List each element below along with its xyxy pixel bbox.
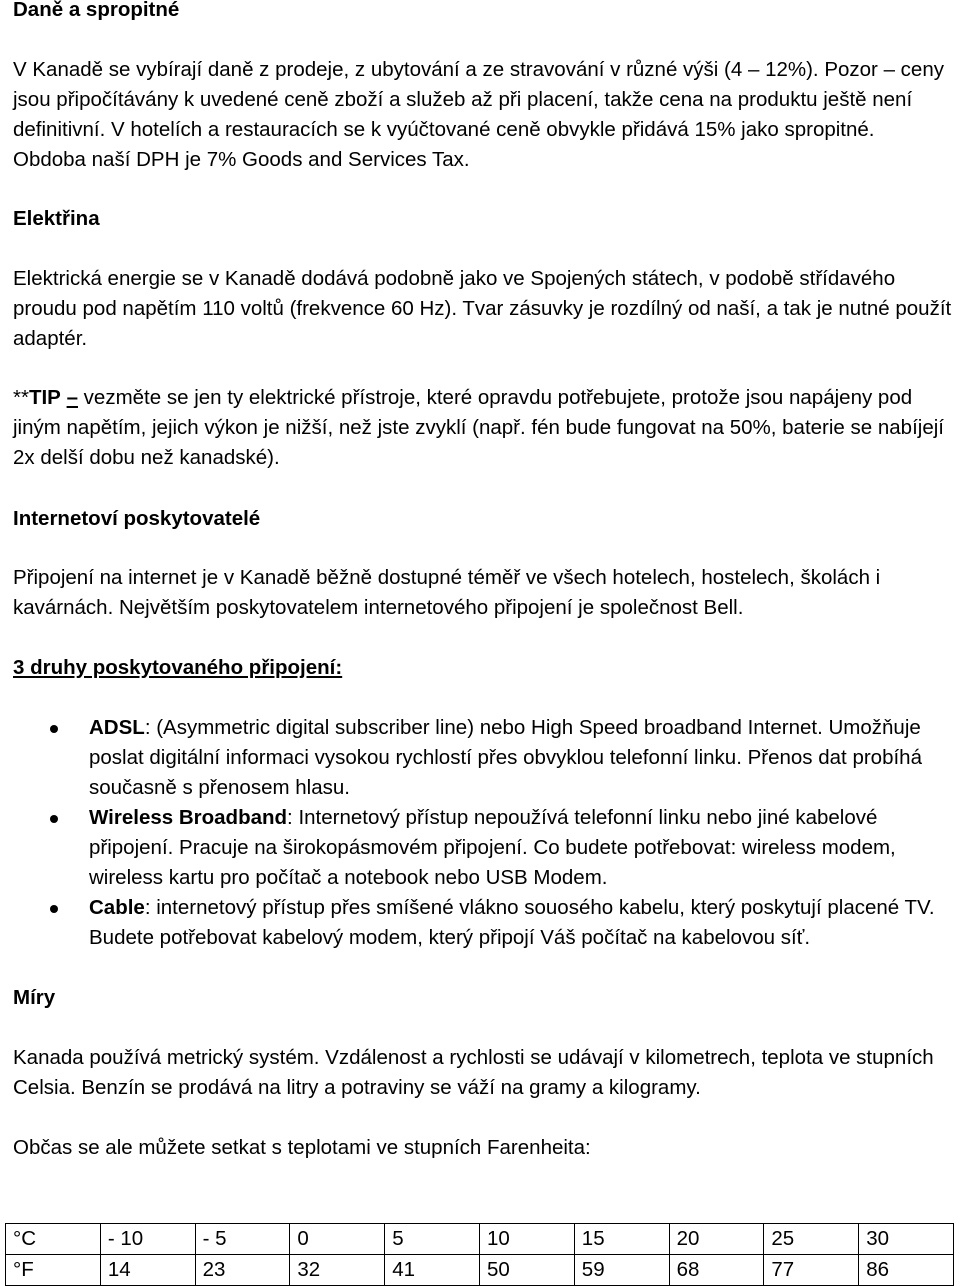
table-cell: °F	[6, 1255, 101, 1286]
table-cell: 41	[385, 1255, 480, 1286]
heading-internet: Internetoví poskytovatelé	[13, 507, 261, 530]
connection-types-list	[13, 713, 953, 983]
table-cell: - 10	[100, 1224, 195, 1255]
bullet-icon	[50, 905, 58, 913]
list-item-text: : internetový přístup přes smíšené vlákno souosého kabelu, který poskytují placené TV. Budete potřebovat kabelový modem, který připojí Váš počítač na kabelovou síť.	[89, 896, 935, 949]
table-cell: 5	[385, 1224, 480, 1255]
table-cell: °C	[6, 1224, 101, 1255]
table-cell: 86	[859, 1255, 954, 1286]
heading-tax: Daně a spropitné	[13, 0, 180, 21]
table-cell: 0	[290, 1224, 385, 1255]
table-cell: 30	[859, 1224, 954, 1255]
list-item-text: : (Asymmetric digital subscriber line) nebo High Speed broadband Internet. Umožňuje poslat digitální informaci vysokou rychlostí přes obvyklou telefonní linku. Přenos dat probíhá současně s přenosem hlasu.	[89, 716, 922, 799]
list-item-term: Cable	[89, 896, 145, 919]
bullet-icon	[50, 815, 58, 823]
paragraph-electricity: Elektrická energie se v Kanadě dodává podobně jako ve Spojených státech, v podobě střídavého proudu pod napětím 110 voltů (frekvence 60 Hz). Tvar zásuvky je rozdílný od naší, a tak je nutné použít adaptér.	[13, 267, 952, 350]
table-cell: 15	[574, 1224, 669, 1255]
table-cell: 77	[764, 1255, 859, 1286]
table-cell: 10	[480, 1224, 575, 1255]
table-cell: 59	[574, 1255, 669, 1286]
table-row-fahrenheit	[6, 1255, 954, 1286]
paragraph-measures: Kanada používá metrický systém. Vzdálenost a rychlosti se udávají v kilometrech, teplota ve stupních Celsia. Benzín se prodává na litry a potraviny se váží na gramy a kilogramy.	[13, 1046, 934, 1099]
table-cell: - 5	[195, 1224, 290, 1255]
document-page	[13, 0, 953, 1163]
list-item-term: ADSL	[89, 716, 145, 739]
tip-label: TIP	[28, 386, 61, 409]
heading-measures: Míry	[13, 986, 56, 1009]
tip-text: vezměte se jen ty elektrické přístroje, které opravdu potřebujete, protože jsou napájeny pod jiným napětím, jejich výkon je nižší, než jste zvyklí (např. fén bude fungovat na 50%, baterie se nabíjejí 2x delší dobu než kanadské).	[13, 386, 944, 469]
tax-text-1: V Kanadě se vybírají daně z prodeje, z ubytování a ze stravování v různé výši (4 – 12%). Pozor – ceny jsou připočítávány k uvedené ceně zboží a služeb až při placení, takže cena na produktu ještě není definitivní.	[13, 58, 944, 141]
table-cell: 25	[764, 1224, 859, 1255]
table-cell: 14	[100, 1255, 195, 1286]
paragraph-internet: Připojení na internet je v Kanadě běžně dostupné téměř ve všech hotelech, hostelech, školách i kavárnách. Největším poskytovatelem internetového připojení je společnost Bell.	[13, 566, 881, 619]
list-item	[13, 893, 953, 983]
paragraph-tax	[13, 55, 953, 175]
table-cell: 32	[290, 1255, 385, 1286]
tax-text-2: V hotelích a restauracích se k vyúčtované ceně obvykle přidává 15% jako spropitné.	[111, 118, 875, 141]
paragraph-fahrenheit: Občas se ale můžete setkat s teplotami ve stupních Farenheita:	[13, 1136, 591, 1159]
table-cell: 68	[669, 1255, 764, 1286]
tip-prefix: **	[13, 386, 29, 409]
tax-text-3: Obdoba naší DPH je 7% Goods and Services Tax.	[13, 148, 470, 171]
list-item	[13, 713, 953, 803]
table-row-celsius	[6, 1224, 954, 1255]
list-item-term: Wireless Broadband	[89, 806, 288, 829]
bullet-icon	[50, 725, 58, 733]
table-cell: 23	[195, 1255, 290, 1286]
table-cell: 20	[669, 1224, 764, 1255]
tip-dash: –	[66, 386, 78, 409]
list-item	[13, 803, 953, 893]
list-item-text: : Internetový přístup nepoužívá telefonní linku nebo jiné kabelové připojení. Pracuje na širokopásmovém připojení. Co budete potřebovat: wireless modem, wireless kartu pro počítač a notebook nebo USB Modem.	[89, 806, 896, 889]
temperature-table	[5, 1223, 954, 1286]
table-cell: 50	[480, 1255, 575, 1286]
heading-electricity: Elektřina	[13, 207, 100, 230]
tip-paragraph	[13, 383, 953, 473]
subheading-connection-types: 3 druhy poskytovaného připojení:	[13, 656, 343, 679]
